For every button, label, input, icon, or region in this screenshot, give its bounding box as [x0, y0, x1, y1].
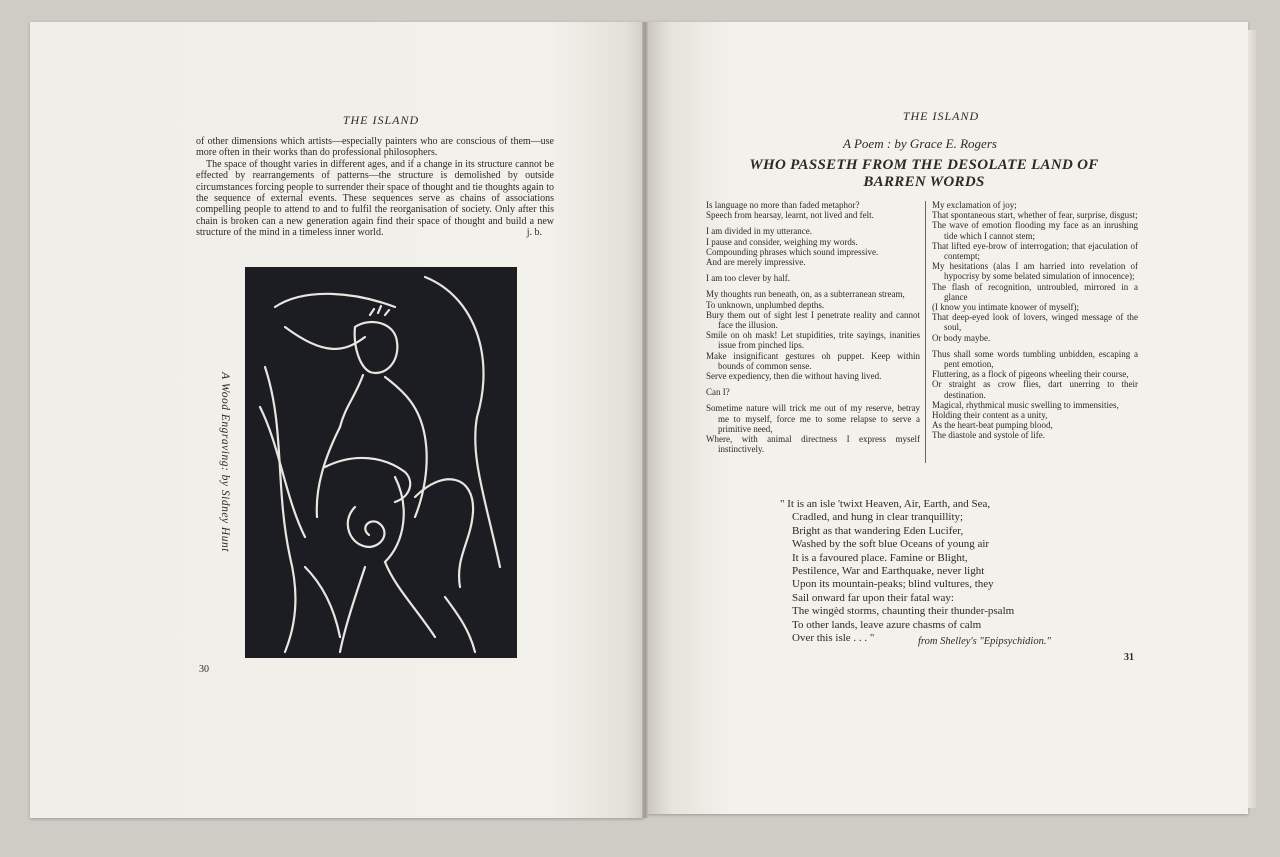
- poem-line: (I know you intimate knower of myself);: [932, 302, 1079, 313]
- poem-stanza: [932, 349, 1138, 441]
- book-gutter: [642, 22, 648, 818]
- quote-line: Sail onward far upon their fatal way:: [792, 591, 954, 604]
- poem-stanza: [706, 273, 920, 283]
- poem-line: Bury them out of sight lest I penetrate reality and cannot face the illusion.: [706, 309, 920, 331]
- poem-line: My hesitations (alas I am harried into revelation of hypocrisy by some belated simulation of innocence);: [932, 261, 1138, 282]
- engraving-caption: [215, 362, 235, 562]
- wood-engraving-image: [245, 267, 517, 658]
- poem-line: Sometime nature will trick me out of my reserve, betray me to myself, force me to some relapse to serve a primitive need,: [706, 403, 920, 434]
- poem-line: The flash of recognition, untroubled, mirrored in a glance: [932, 281, 1138, 302]
- quotation-attribution: from Shelley's "Epipsychidion.": [918, 636, 1051, 647]
- poem-line: That lifted eye-brow of interrogation; that ejaculation of contempt;: [932, 240, 1138, 262]
- poem-line: The diastole and systole of life.: [932, 430, 1045, 441]
- poem-line: My exclamation of joy;: [932, 200, 1017, 210]
- quote-line: Upon its mountain-peaks; blind vultures, they: [792, 578, 994, 591]
- quote-line: To other lands, leave azure chasms of calm: [792, 618, 982, 631]
- poem-stanza: [706, 387, 920, 397]
- poem-title-line: BARREN WORDS: [863, 174, 985, 190]
- poem-line: Is language no more than faded metaphor?: [706, 200, 860, 210]
- poem-line: I am too clever by half.: [706, 273, 790, 284]
- poem-line: Smile on oh mask! Let stupidities, trite sayings, inanities issue from pinched lips.: [706, 330, 920, 351]
- poem-stanza: [706, 403, 920, 454]
- poem-line: That spontaneous start, whether of fear, surprise, disgust;: [932, 210, 1138, 221]
- poem-line: Or straight as crow flies, dart unerring to their destination.: [932, 379, 1138, 400]
- poem-line: Thus shall some words tumbling unbidden, escaping a pent emotion,: [932, 348, 1138, 370]
- quote-line: It is a favoured place. Famine or Blight,: [792, 551, 968, 564]
- essay-paragraph: [196, 159, 554, 239]
- essay-paragraph: of other dimensions which artists—especially painters who are conscious of them—use more often in their works than do professional philosophers.: [196, 136, 554, 159]
- page-edges: [1248, 30, 1256, 808]
- right-running-head: THE ISLAND: [902, 109, 980, 123]
- poem-column-left: [706, 200, 920, 460]
- quote-line: Bright as that wandering Eden Lucifer,: [792, 524, 964, 537]
- poem-line: Speech from hearsay, learnt, not lived and felt.: [706, 210, 874, 221]
- poem-line: Make insignificant gestures oh puppet. Keep within bounds of common sense.: [706, 350, 920, 371]
- poem-line: To unknown, unplumbed depths.: [706, 299, 825, 310]
- poem-title-line: WHO PASSETH FROM THE DESOLATE LAND OF: [749, 157, 1099, 173]
- poem-line: My thoughts run beneath, on, as a subterranean stream,: [706, 289, 905, 300]
- poem-line: I am divided in my utterance.: [706, 226, 812, 237]
- poem-stanza: [932, 200, 1138, 343]
- poem-line: Holding their content as a unity,: [932, 410, 1048, 421]
- quote-line: Washed by the soft blue Oceans of young air: [792, 538, 990, 551]
- engraving-caption-text: A Wood Engraving: by Sidney Hunt: [219, 372, 231, 552]
- poem-stanza: [706, 200, 920, 220]
- poem-line: Fluttering, as a flock of pigeons wheeling their course,: [932, 369, 1129, 380]
- poem-line: The wave of emotion flooding my face as an inrushing tide which I cannot stem;: [932, 220, 1138, 241]
- signature: j. b.: [526, 227, 542, 239]
- poem-line: Or body maybe.: [932, 332, 991, 343]
- left-running-head: THE ISLAND: [342, 113, 420, 127]
- left-page-number: 30: [199, 664, 209, 675]
- poem-line: Compounding phrases which sound impressive.: [706, 246, 879, 257]
- poem-byline: A Poem : by Grace E. Rogers: [843, 136, 997, 151]
- essay-paragraph-text: The space of thought varies in different ages, and if a change in its structure cannot be effected by rearrangements of patterns—the structure is demolished by outside circumstances forcing people to surrender their space of thought and tie thoughts again to the sequence of external events. These sequences serve as chains of associations compelling people to attend to and to fulfil the reorganisation of society. Only after this chain is broken can a new generation again find their space of thought and build a new structure of the mind in a timeless inner world.: [196, 158, 554, 239]
- quote-line: Cradled, and hung in clear tranquillity;: [792, 511, 964, 524]
- quote-line: Pestilence, War and Earthquake, never light: [792, 565, 985, 578]
- poem-line: I pause and consider, weighing my words.: [706, 236, 858, 247]
- poem-stanza: [706, 226, 920, 267]
- right-page-number: 31: [1124, 652, 1134, 663]
- essay-text: [196, 136, 554, 239]
- poem-line: And are merely impressive.: [706, 257, 806, 268]
- poem-line: That deep-eyed look of lovers, winged message of the soul,: [932, 312, 1138, 333]
- poem-stanza: [706, 289, 920, 381]
- poem-line: Can I?: [706, 387, 730, 398]
- quote-line: " It is an isle 'twixt Heaven, Air, Earth, and Sea,: [780, 498, 991, 510]
- poem-line: Where, with animal directness I express myself instinctively.: [706, 434, 920, 455]
- quote-line: Over this isle . . . ": [792, 632, 875, 645]
- poem-line: Magical, rhythmical music swelling to immensities,: [932, 399, 1119, 410]
- poem-line: As the heart-beat pumping blood,: [932, 420, 1053, 431]
- poem-line: Serve expediency, then die without having lived.: [706, 371, 882, 382]
- quote-line: The wingèd storms, chaunting their thunder-psalm: [792, 605, 1015, 618]
- shelley-quotation: [780, 498, 1060, 645]
- column-divider: [925, 201, 926, 463]
- poem-title: [736, 157, 1112, 191]
- poem-column-right: [932, 200, 1138, 447]
